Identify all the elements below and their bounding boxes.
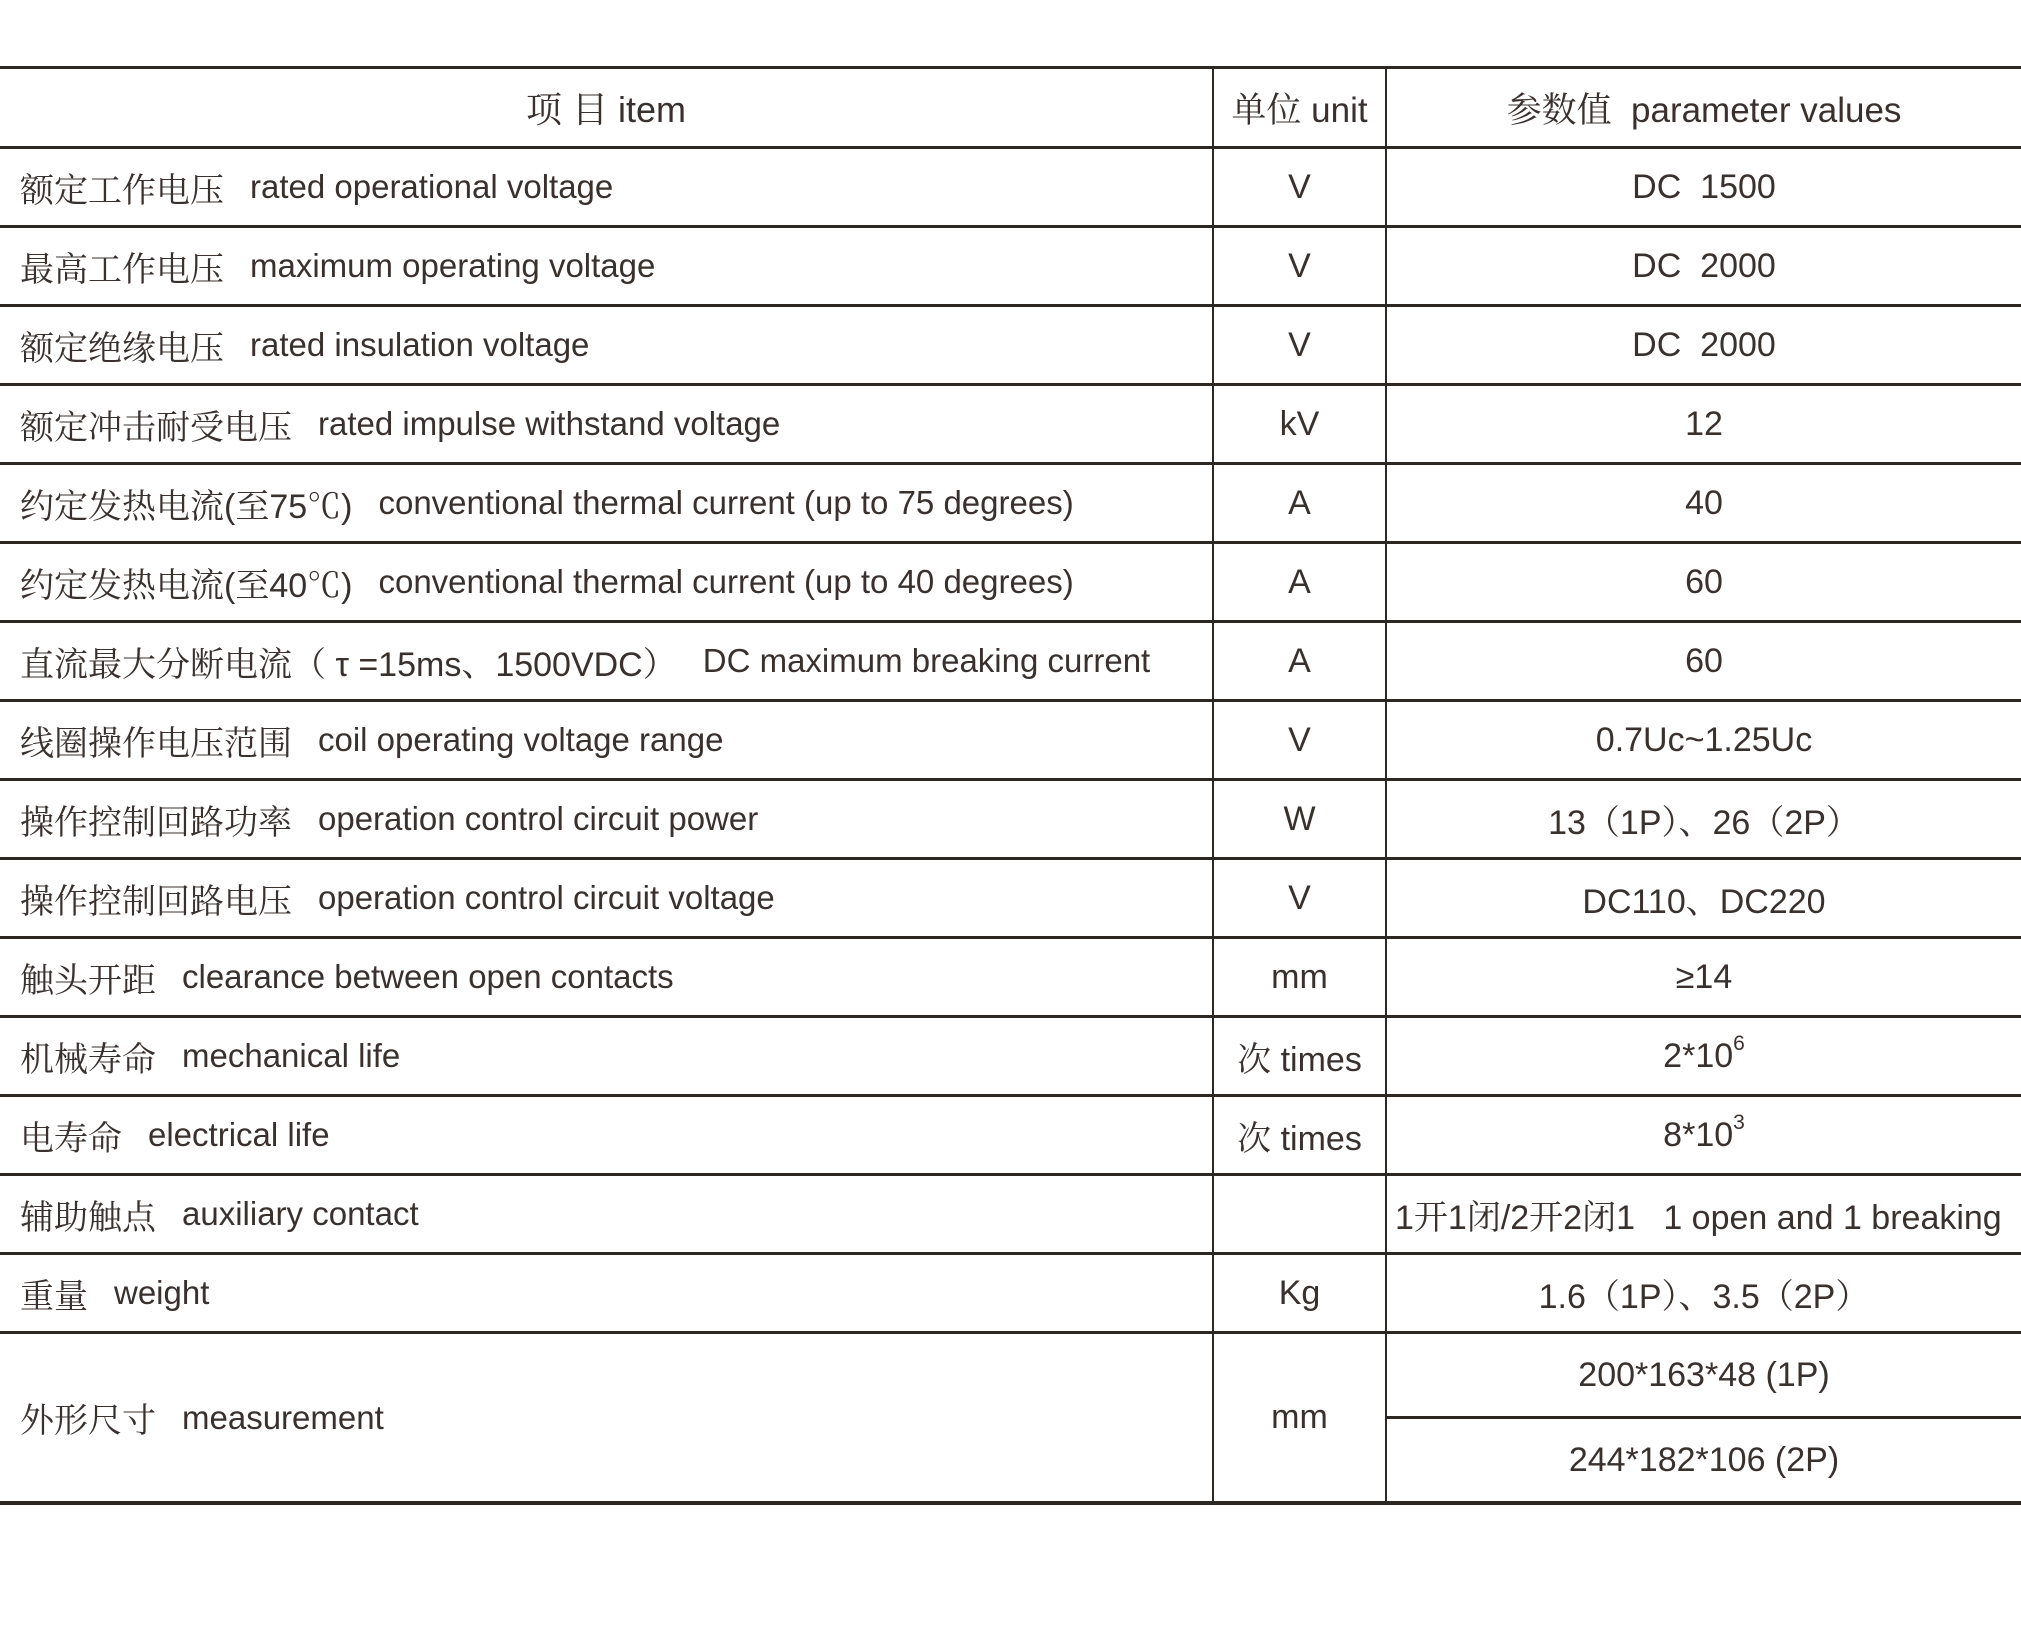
value-cell bbox=[1387, 307, 2021, 383]
spec-table bbox=[0, 66, 2021, 1505]
table-row bbox=[0, 860, 2021, 939]
unit-cell: V bbox=[1212, 228, 1387, 304]
item-en: coil operating voltage range bbox=[318, 721, 724, 758]
item-zh: 操作控制回路功率 bbox=[20, 803, 292, 842]
item-zh: 电寿命 bbox=[20, 1119, 122, 1158]
unit-cell: A bbox=[1212, 465, 1387, 541]
item-zh: 辅助触点 bbox=[20, 1198, 156, 1237]
item-zh: 约定发热电流(至40℃) bbox=[20, 566, 353, 605]
value-text: 1开1闭/2开2闭1 1 open and 1 breaking bbox=[1395, 1198, 2002, 1237]
value-text: 13（1P）、26（2P） bbox=[1548, 803, 1860, 842]
unit-cell: V bbox=[1212, 307, 1387, 383]
value-cell bbox=[1387, 1097, 2021, 1173]
value-text: 60 bbox=[1685, 562, 1723, 601]
item-zh: 额定绝缘电压 bbox=[20, 329, 224, 368]
item-cell bbox=[0, 1176, 1212, 1252]
table-row bbox=[0, 149, 2021, 228]
value-cell bbox=[1387, 465, 2021, 541]
unit-cell: Kg bbox=[1212, 1255, 1387, 1331]
value-sup: 3 bbox=[1733, 1110, 1745, 1134]
table-row bbox=[0, 1176, 2021, 1255]
item-zh: 额定冲击耐受电压 bbox=[20, 408, 292, 447]
value-text: 8*10 bbox=[1663, 1115, 1734, 1154]
value-cell bbox=[1387, 1255, 2021, 1331]
value-cell bbox=[1387, 149, 2021, 225]
value-cell bbox=[1387, 1018, 2021, 1094]
header-unit-label: 单位 unit bbox=[1212, 69, 1387, 146]
value-sup: 6 bbox=[1733, 1031, 1745, 1055]
item-zh: 最高工作电压 bbox=[20, 250, 224, 289]
unit-cell: A bbox=[1212, 623, 1387, 699]
unit-cell bbox=[1212, 1176, 1387, 1252]
item-en: DC maximum breaking current bbox=[702, 642, 1151, 679]
item-cell bbox=[0, 860, 1212, 936]
item-en: auxiliary contact bbox=[182, 1195, 419, 1232]
item-zh: 触头开距 bbox=[20, 961, 156, 1000]
value-text: DC 1500 bbox=[1632, 167, 1776, 206]
item-cell bbox=[0, 1018, 1212, 1094]
measurement-value-1p: 200*163*48 (1P) bbox=[1387, 1334, 2021, 1419]
item-en: maximum operating voltage bbox=[250, 247, 656, 284]
unit-cell: mm bbox=[1212, 939, 1387, 1015]
value-cell bbox=[1387, 1176, 2021, 1252]
item-cell bbox=[0, 307, 1212, 383]
unit-cell: V bbox=[1212, 149, 1387, 225]
item-en: operation control circuit voltage bbox=[318, 879, 775, 916]
item-zh: 直流最大分断电流（ τ =15ms、1500VDC） bbox=[20, 645, 677, 684]
value-cell bbox=[1387, 860, 2021, 936]
item-cell bbox=[0, 781, 1212, 857]
value-cell bbox=[1387, 702, 2021, 778]
item-cell bbox=[0, 702, 1212, 778]
item-cell bbox=[0, 544, 1212, 620]
value-text: 1.6（1P）、3.5（2P） bbox=[1538, 1277, 1870, 1316]
item-cell bbox=[0, 1334, 1212, 1501]
item-cell bbox=[0, 1097, 1212, 1173]
table-row bbox=[0, 623, 2021, 702]
unit-cell: kV bbox=[1212, 386, 1387, 462]
item-zh: 重量 bbox=[20, 1277, 88, 1316]
value-text: DC 2000 bbox=[1632, 325, 1776, 364]
item-cell bbox=[0, 228, 1212, 304]
table-row bbox=[0, 702, 2021, 781]
item-cell bbox=[0, 939, 1212, 1015]
table-row bbox=[0, 781, 2021, 860]
value-cell bbox=[1387, 623, 2021, 699]
header-item-label: 项 目 item bbox=[525, 89, 686, 130]
table-row bbox=[0, 1018, 2021, 1097]
item-cell bbox=[0, 1255, 1212, 1331]
value-cell bbox=[1387, 1334, 2021, 1501]
value-cell bbox=[1387, 544, 2021, 620]
item-en: mechanical life bbox=[182, 1037, 401, 1074]
value-text: 12 bbox=[1685, 404, 1723, 443]
item-en: rated operational voltage bbox=[250, 168, 614, 205]
table-row bbox=[0, 307, 2021, 386]
item-zh: 线圈操作电压范围 bbox=[20, 724, 292, 763]
item-en: measurement bbox=[182, 1398, 384, 1436]
measurement-row bbox=[0, 1334, 2021, 1501]
table-header bbox=[0, 69, 2021, 149]
item-zh: 机械寿命 bbox=[20, 1040, 156, 1079]
unit-cell: V bbox=[1212, 860, 1387, 936]
item-en: rated insulation voltage bbox=[250, 326, 590, 363]
table-row bbox=[0, 465, 2021, 544]
value-text: ≥14 bbox=[1675, 957, 1733, 996]
value-text: 40 bbox=[1685, 483, 1723, 522]
item-en: operation control circuit power bbox=[318, 800, 759, 837]
table-row bbox=[0, 1255, 2021, 1334]
item-en: weight bbox=[114, 1274, 210, 1311]
unit-cell: W bbox=[1212, 781, 1387, 857]
table-row bbox=[0, 544, 2021, 623]
item-zh: 外形尺寸 bbox=[20, 1402, 156, 1440]
value-text: 60 bbox=[1685, 641, 1723, 680]
value-text: DC 2000 bbox=[1632, 246, 1776, 285]
value-cell bbox=[1387, 386, 2021, 462]
header-values-label: 参数值 parameter values bbox=[1506, 90, 1902, 130]
item-en: electrical life bbox=[148, 1116, 330, 1153]
unit-cell: mm bbox=[1212, 1334, 1387, 1501]
item-en: conventional thermal current (up to 75 degrees) bbox=[378, 484, 1074, 521]
unit-cell: 次 times bbox=[1212, 1018, 1387, 1094]
unit-cell: V bbox=[1212, 702, 1387, 778]
table-row bbox=[0, 939, 2021, 1018]
item-zh: 额定工作电压 bbox=[20, 171, 224, 210]
item-zh: 约定发热电流(至75℃) bbox=[20, 487, 353, 526]
item-en: clearance between open contacts bbox=[182, 958, 674, 995]
value-text: DC110、DC220 bbox=[1582, 882, 1826, 921]
value-cell bbox=[1387, 781, 2021, 857]
item-en: conventional thermal current (up to 40 degrees) bbox=[378, 563, 1074, 600]
table-row bbox=[0, 1097, 2021, 1176]
measurement-value-2p: 244*182*106 (2P) bbox=[1568, 1440, 1840, 1479]
table-row bbox=[0, 386, 2021, 465]
item-en: rated impulse withstand voltage bbox=[318, 405, 781, 442]
table-row bbox=[0, 228, 2021, 307]
item-zh: 操作控制回路电压 bbox=[20, 882, 292, 921]
value-cell bbox=[1387, 939, 2021, 1015]
value-text: 2*10 bbox=[1663, 1036, 1734, 1075]
item-cell bbox=[0, 465, 1212, 541]
unit-cell: A bbox=[1212, 544, 1387, 620]
page-root bbox=[0, 66, 2021, 1505]
item-cell bbox=[0, 623, 1212, 699]
unit-cell: 次 times bbox=[1212, 1097, 1387, 1173]
value-text: 0.7Uc~1.25Uc bbox=[1595, 720, 1813, 759]
value-cell bbox=[1387, 228, 2021, 304]
item-cell bbox=[0, 149, 1212, 225]
item-cell bbox=[0, 386, 1212, 462]
